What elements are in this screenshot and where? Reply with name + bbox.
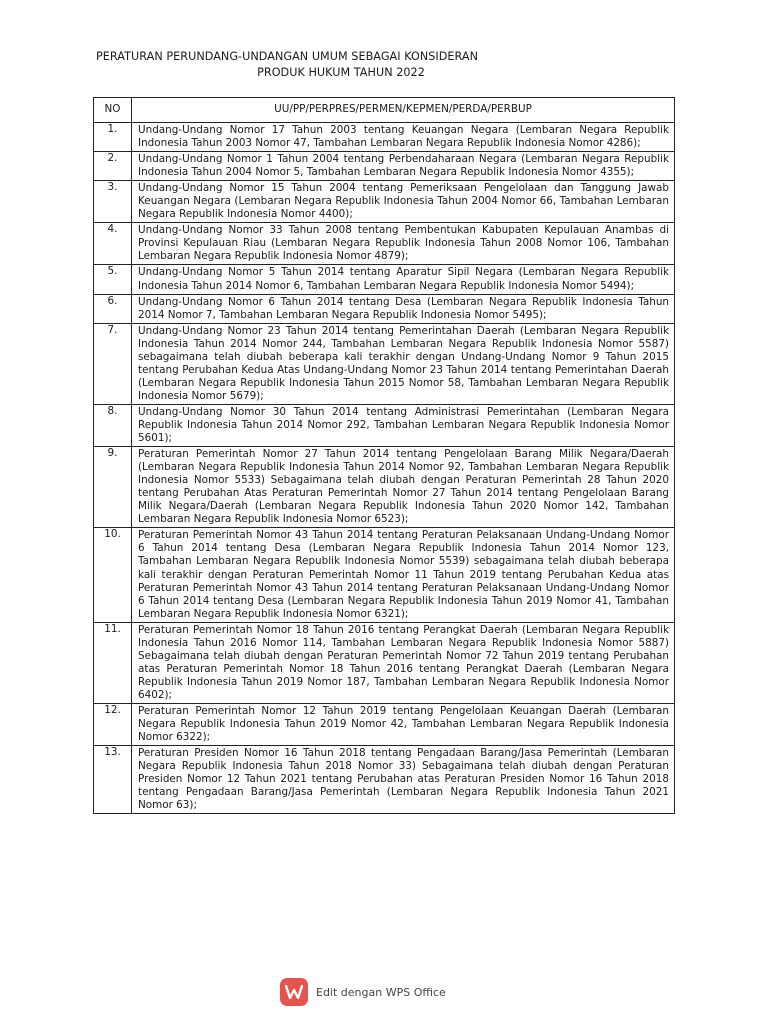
table-row xyxy=(94,622,675,703)
table-row xyxy=(94,181,675,223)
row-number: 5. xyxy=(94,265,132,294)
column-header-no: NO xyxy=(94,98,132,123)
regulation-text: Undang-Undang Nomor 1 Tahun 2004 tentang Perbendaharaan Negara (Lembaran Negara Republik Indonesia Tahun 2004 Nomor 5, Tambahan Lembaran Negara Republik Indonesia Nomor 4355); xyxy=(132,152,675,181)
row-number: 10. xyxy=(94,528,132,622)
wps-edit-banner[interactable] xyxy=(280,977,446,1007)
table-row xyxy=(94,123,675,152)
document-title-line1: PERATURAN PERUNDANG-UNDANGAN UMUM SEBAGAI KONSIDERAN xyxy=(96,50,479,63)
regulation-text: Undang-Undang Nomor 5 Tahun 2014 tentang Aparatur Sipil Negara (Lembaran Negara Republik Indonesia Tahun 2014 Nomor 6, Tambahan Lembaran Negara Republik Indonesia Nomor 5494); xyxy=(132,265,675,294)
row-number: 2. xyxy=(94,152,132,181)
regulation-text: Undang-Undang Nomor 33 Tahun 2008 tentang Pembentukan Kabupaten Kepulauan Anambas di Provinsi Kepulauan Riau (Lembaran Negara Republik Indonesia Tahun 2008 Nomor 106, Tambahan Lembaran Negara Republik Indonesia Nomor 4879); xyxy=(132,223,675,265)
table-row xyxy=(94,152,675,181)
table-row xyxy=(94,265,675,294)
table-row xyxy=(94,703,675,745)
row-number: 12. xyxy=(94,703,132,745)
column-header-regulation-type: UU/PP/PERPRES/PERMEN/KEPMEN/PERDA/PERBUP xyxy=(132,98,675,123)
regulation-text: Peraturan Presiden Nomor 16 Tahun 2018 tentang Pengadaan Barang/Jasa Pemerintah (Lembaran Negara Republik Indonesia Tahun 2018 Nomor 33) Sebagaimana telah diubah dengan Peraturan Presiden Nomor 12 Tahun 2021 tentang Perubahan atas Peraturan Presiden Nomor 16 Tahun 2018 tentang Pengadaan Barang/Jasa Pemerintah (Lembaran Negara Republik Indonesia Tahun 2021 Nomor 63); xyxy=(132,746,675,814)
row-number: 9. xyxy=(94,447,132,528)
regulation-text: Peraturan Pemerintah Nomor 43 Tahun 2014 tentang Peraturan Pelaksanaan Undang-Undang Nomor 6 Tahun 2014 tentang Desa (Lembaran Negara Republik Indonesia Tahun 2014 Nomor 123, Tambahan Lembaran Negara Republik Indonesia Nomor 5539) sebagaimana telah diubah beberapa kali terakhir dengan Peraturan Pemerintah Nomor 11 Tahun 2019 tentang Perubahan Kedua atas Peraturan Pemerintah Nomor 43 Tahun 2014 tentang Peraturan Pelaksanaan Undang-Undang Nomor 6 Tahun 2014 tentang Desa (Lembaran Negara Republik Indonesia Tahun 2019 Nomor 41, Tambahan Lembaran Negara Republik Indonesia Nomor 6321); xyxy=(132,528,675,622)
table-body xyxy=(94,123,675,814)
row-number: 7. xyxy=(94,323,132,404)
table-row xyxy=(94,294,675,323)
row-number: 11. xyxy=(94,622,132,703)
table-row xyxy=(94,223,675,265)
document-title-line2: PRODUK HUKUM TAHUN 2022 xyxy=(257,66,425,79)
regulation-table xyxy=(93,97,675,814)
regulation-text: Undang-Undang Nomor 15 Tahun 2004 tentang Pemeriksaan Pengelolaan dan Tanggung Jawab Keuangan Negara (Lembaran Negara Republik Indonesia Tahun 2004 Nomor 66, Tambahan Lembaran Negara Republik Indonesia Nomor 4400); xyxy=(132,181,675,223)
regulation-text: Peraturan Pemerintah Nomor 12 Tahun 2019 tentang Pengelolaan Keuangan Daerah (Lembaran Negara Republik Indonesia Tahun 2019 Nomor 42, Tambahan Lembaran Negara Republik Indonesia Nomor 6322); xyxy=(132,703,675,745)
table-row xyxy=(94,746,675,814)
regulation-text: Undang-Undang Nomor 17 Tahun 2003 tentang Keuangan Negara (Lembaran Negara Republik Indonesia Tahun 2003 Nomor 47, Tambahan Lembaran Negara Republik Indonesia Nomor 4286); xyxy=(132,123,675,152)
wps-edit-label[interactable]: Edit dengan WPS Office xyxy=(316,985,446,999)
regulation-text: Undang-Undang Nomor 6 Tahun 2014 tentang Desa (Lembaran Negara Republik Indonesia Tahun 2014 Nomor 7, Tambahan Lembaran Negara Republik Indonesia Nomor 5495); xyxy=(132,294,675,323)
regulation-text: Undang-Undang Nomor 23 Tahun 2014 tentang Pemerintahan Daerah (Lembaran Negara Republik Indonesia Tahun 2014 Nomor 244, Tambahan Lembaran Negara Republik Indonesia Nomor 5587) sebagaimana telah diubah beberapa kali terakhir dengan Undang-Undang Nomor 9 Tahun 2015 tentang Perubahan Kedua Atas Undang-Undang Nomor 23 Tahun 2014 tentang Pemerintahan Daerah (Lembaran Negara Republik Indonesia Tahun 2015 Nomor 58, Tambahan Lembaran Negara Republik Indonesia Nomor 5679); xyxy=(132,323,675,404)
row-number: 4. xyxy=(94,223,132,265)
regulation-text: Undang-Undang Nomor 30 Tahun 2014 tentang Administrasi Pemerintahan (Lembaran Negara Republik Indonesia Tahun 2014 Nomor 292, Tambahan Lembaran Negara Republik Indonesia Nomor 5601); xyxy=(132,404,675,446)
regulation-text: Peraturan Pemerintah Nomor 18 Tahun 2016 tentang Perangkat Daerah (Lembaran Negara Republik Indonesia Tahun 2016 Nomor 114, Tambahan Lembaran Negara Republik Indonesia Nomor 5887) Sebagaimana telah diubah dengan Peraturan Pemerintah Nomor 72 Tahun 2019 tentang Perubahan atas Peraturan Pemerintah Nomor 18 Tahun 2016 tentang Perangkat Daerah (Lembaran Negara Republik Indonesia Tahun 2019 Nomor 187, Tambahan Lembaran Negara Republik Indonesia Nomor 6402); xyxy=(132,622,675,703)
table-row xyxy=(94,528,675,622)
regulation-text: Peraturan Pemerintah Nomor 27 Tahun 2014 tentang Pengelolaan Barang Milik Negara/Daerah (Lembaran Negara Republik Indonesia Tahun 2014 Nomor 92, Tambahan Lembaran Negara Republik Indonesia Nomor 5533) Sebagaimana telah diubah dengan Peraturan Pemerintah 28 Tahun 2020 tentang Perubahan Atas Peraturan Pemerintah Nomor 27 Tahun 2014 tentang Pengelolaan Barang Milik Negara/Daerah (Lembaran Negara Republik Indonesia Tahun 2020 Nomor 142, Tambahan Lembaran Negara Republik Indonesia Nomor 6523); xyxy=(132,447,675,528)
row-number: 3. xyxy=(94,181,132,223)
row-number: 8. xyxy=(94,404,132,446)
table-row xyxy=(94,323,675,404)
table-row xyxy=(94,404,675,446)
table-row xyxy=(94,447,675,528)
row-number: 6. xyxy=(94,294,132,323)
wps-office-logo-icon xyxy=(280,978,308,1006)
row-number: 13. xyxy=(94,746,132,814)
row-number: 1. xyxy=(94,123,132,152)
table-header-row xyxy=(94,98,675,123)
